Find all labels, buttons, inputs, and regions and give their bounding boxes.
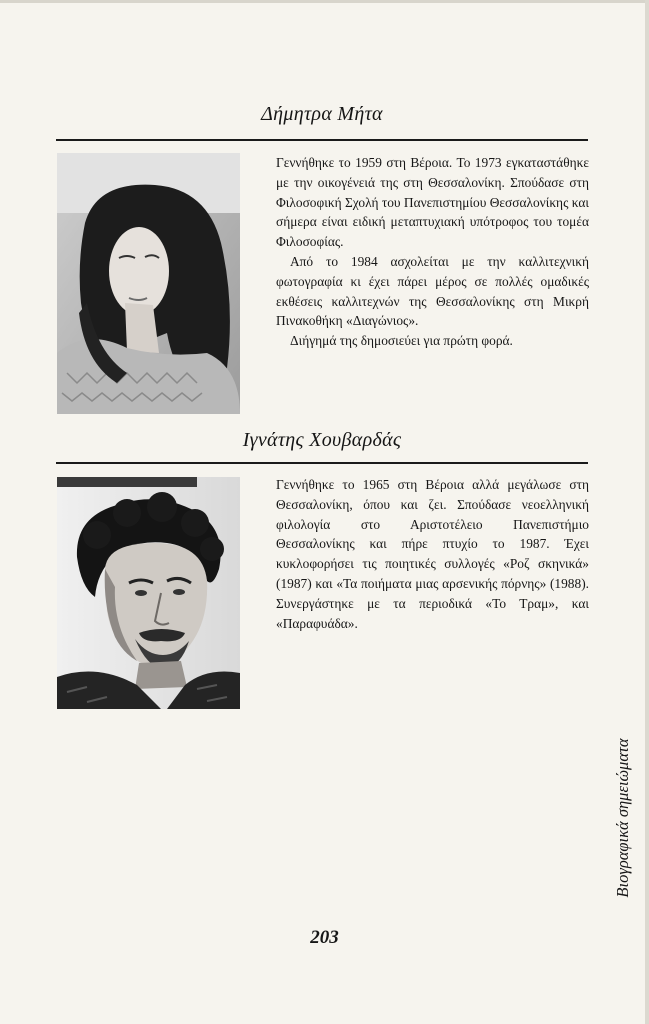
bio-paragraph: Από το 1984 ασχολείται με την καλλιτεχνική φωτογραφία κι έχει πάρει μέρος σε πολλές ομαδικές εκθέσεις καλλιτεχνών της Θεσσαλονίκης στη Μικρή Πινακοθήκη «Διαγώνιος».: [276, 253, 589, 329]
author-bio-1: [276, 153, 589, 351]
bio-paragraph: Γεννήθηκε το 1965 στη Βέροια αλλά μεγάλωσε στη Θεσσαλονίκη, όπου και ζει. Σπούδασε νεοελληνική φιλολογία στο Αριστοτέλειο Πανεπιστήμιο Θεσσαλονίκης και πήρε πτυχίο το 1987. Έχει κυκλοφορήσει τις ποιητικές συλλογές «Ροζ σκηνικά» (1987) και «Τα ποιήματα μιας αρσενικής πόρνης» (1988). Συνεργάστηκε με τα περιοδικά «Το Τραμ», και «Παραφυάδα».: [276, 477, 589, 631]
page-number: 203: [310, 927, 339, 948]
author-photo-1: [57, 153, 240, 414]
author-name-1: Δήμητρα Μήτα: [261, 103, 383, 125]
bio-paragraph: Γεννήθηκε το 1959 στη Βέροια. Το 1973 εγκαταστάθηκε με την οικογένειά της στη Θεσσαλονίκη. Σπούδασε στη Φιλοσοφική Σχολή του Πανεπιστημίου Θεσσαλονίκης και σήμερα είναι ειδική μεταπτυχιακή υπότροφος του τομέα Φιλοσοφίας.: [276, 155, 589, 250]
author-bio-2: [276, 475, 589, 633]
page-edge-right: [645, 0, 649, 1024]
section-rule-2: [56, 462, 588, 464]
author-name-2: Ιγνάτης Χουβαρδάς: [242, 429, 402, 451]
page-edge-top: [0, 0, 649, 3]
section-rule-1: [56, 139, 588, 141]
bio-paragraph: Διήγημά της δημοσιεύει για πρώτη φορά.: [290, 333, 513, 349]
author-photo-2: [57, 477, 240, 709]
section-side-title: Βιογραφικά σημειώματα: [613, 738, 632, 898]
